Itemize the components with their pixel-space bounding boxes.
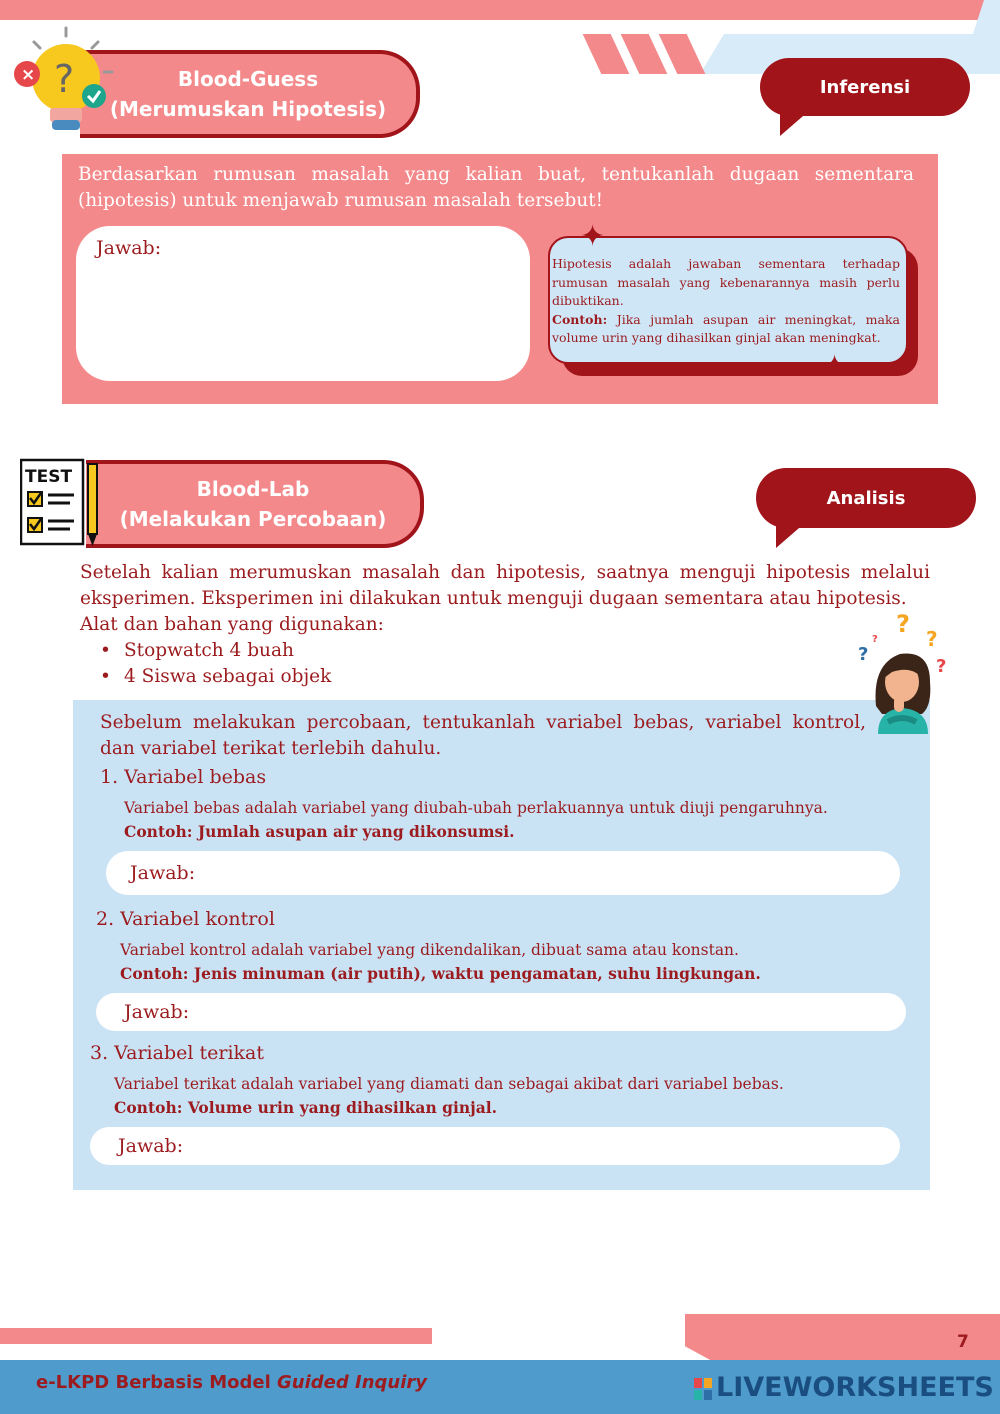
top-stripe-1: [583, 34, 630, 74]
variables-instruction: Sebelum melakukan percobaan, tentukanlah variabel bebas, variabel kontrol, dan variabel terikat terlebih dahulu.: [100, 712, 866, 759]
liveworksheets-mark-icon: [694, 1378, 712, 1400]
variable-terikat-answer-field[interactable]: [90, 1127, 900, 1165]
liveworksheets-brand: LIVEWORKSHEETS: [716, 1372, 994, 1403]
footer-title: [36, 1372, 427, 1393]
variable-terikat-desc: [114, 1073, 784, 1120]
variable-bebas-definition: Variabel bebas adalah variabel yang diubah-ubah perlakuannya untuk diuji pengaruhnya.: [124, 799, 828, 817]
variable-kontrol-answer-label: Jawab:: [124, 1001, 190, 1023]
badge-inferensi-tail: [780, 110, 810, 136]
hypothesis-question: Berdasarkan rumusan masalah yang kalian buat, tentukanlah dugaan sementara (hipotesis) untuk menjawab rumusan masalah tersebut!: [78, 164, 914, 211]
variable-terikat-example: Contoh: Volume urin yang dihasilkan ginjal.: [114, 1098, 498, 1117]
section2-title-line1: Blood-Lab: [196, 477, 310, 501]
footer-decor-right: [685, 1314, 1000, 1360]
thinking-girl-icon: [852, 610, 958, 734]
badge-inferensi: [760, 58, 970, 116]
hint-example-label: Contoh:: [552, 311, 608, 327]
tools-heading: Alat dan bahan yang digunakan:: [80, 614, 384, 635]
top-stripe-3: [659, 34, 706, 74]
lightbulb-question-icon: [10, 26, 114, 136]
hint-definition: Hipotesis adalah jawaban sementara terhadap rumusan masalah yang kebenarannya masih perlu dibuktikan.: [552, 256, 900, 308]
hint-text: [552, 255, 900, 348]
liveworksheets-logo[interactable]: [694, 1372, 994, 1403]
tools-list-item: • 4 Siswa sebagai objek: [100, 664, 331, 690]
sparkle-icon: ✦: [580, 219, 606, 254]
hypothesis-answer-label: Jawab:: [96, 237, 162, 259]
variable-terikat-definition: Variabel terikat adalah variabel yang diamati dan sebagai akibat dari variabel bebas.: [114, 1075, 784, 1093]
variable-terikat-answer-label: Jawab:: [118, 1135, 184, 1157]
badge-analisis: [756, 468, 976, 528]
section1-title-line2: (Merumuskan Hipotesis): [109, 97, 387, 121]
variable-kontrol-example: Contoh: Jenis minuman (air putih), waktu pengamatan, suhu lingkungan.: [120, 964, 761, 983]
section2-title-pill: [86, 460, 424, 548]
experiment-intro-text: Setelah kalian merumuskan masalah dan hipotesis, saatnya menguji hipotesis melalui eksperimen. Eksperimen ini dilakukan untuk menguji dugaan sementara atau hipotesis.: [80, 562, 930, 609]
svg-text:?: ?: [926, 627, 938, 651]
section1-title-line1: Blood-Guess: [177, 67, 319, 91]
section2-title-line2: (Melakukan Percobaan): [119, 507, 387, 531]
badge-analisis-label: Analisis: [826, 487, 906, 509]
sparkle-icon: ✦: [822, 349, 848, 384]
badge-inferensi-label: Inferensi: [819, 76, 911, 98]
footer-title-italic: Guided Inquiry: [277, 1372, 428, 1393]
page-number: 7: [957, 1332, 969, 1352]
variable-kontrol-title: 2. Variabel kontrol: [96, 908, 275, 930]
svg-text:?: ?: [858, 644, 869, 665]
variable-terikat-title: 3. Variabel terikat: [90, 1042, 264, 1064]
badge-analisis-tail: [776, 522, 806, 548]
footer-decor-left: [0, 1328, 432, 1344]
variable-bebas-desc: [124, 797, 828, 844]
top-stripe-2: [621, 34, 668, 74]
variable-bebas-title: 1. Variabel bebas: [100, 766, 267, 788]
tools-list: [100, 638, 331, 690]
variable-kontrol-answer-field[interactable]: [96, 993, 906, 1031]
footer-title-plain: e-LKPD Berbasis Model: [36, 1372, 278, 1393]
top-decor-bar: [0, 0, 980, 20]
test-checklist-icon: [20, 458, 104, 548]
variable-kontrol-desc: [120, 939, 761, 986]
tools-list-item: • Stopwatch 4 buah: [100, 638, 331, 664]
hint-example-text: Jika jumlah asupan air meningkat, maka volume urin yang dihasilkan ginjal akan meningkat.: [552, 311, 900, 345]
svg-text:?: ?: [872, 634, 878, 645]
experiment-intro: [80, 560, 930, 638]
svg-text:×: ×: [21, 65, 36, 85]
svg-text:?: ?: [936, 656, 947, 677]
svg-text:?: ?: [896, 610, 910, 638]
svg-text:?: ?: [54, 57, 75, 101]
variable-bebas-example: Contoh: Jumlah asupan air yang dikonsumsi.: [124, 822, 515, 841]
test-label: TEST: [25, 467, 73, 487]
variable-kontrol-definition: Variabel kontrol adalah variabel yang dikendalikan, dibuat sama atau konstan.: [120, 941, 739, 959]
section1-title-pill: [80, 50, 420, 138]
variable-bebas-answer-label: Jawab:: [130, 862, 196, 884]
variable-bebas-answer-field[interactable]: [106, 851, 900, 895]
